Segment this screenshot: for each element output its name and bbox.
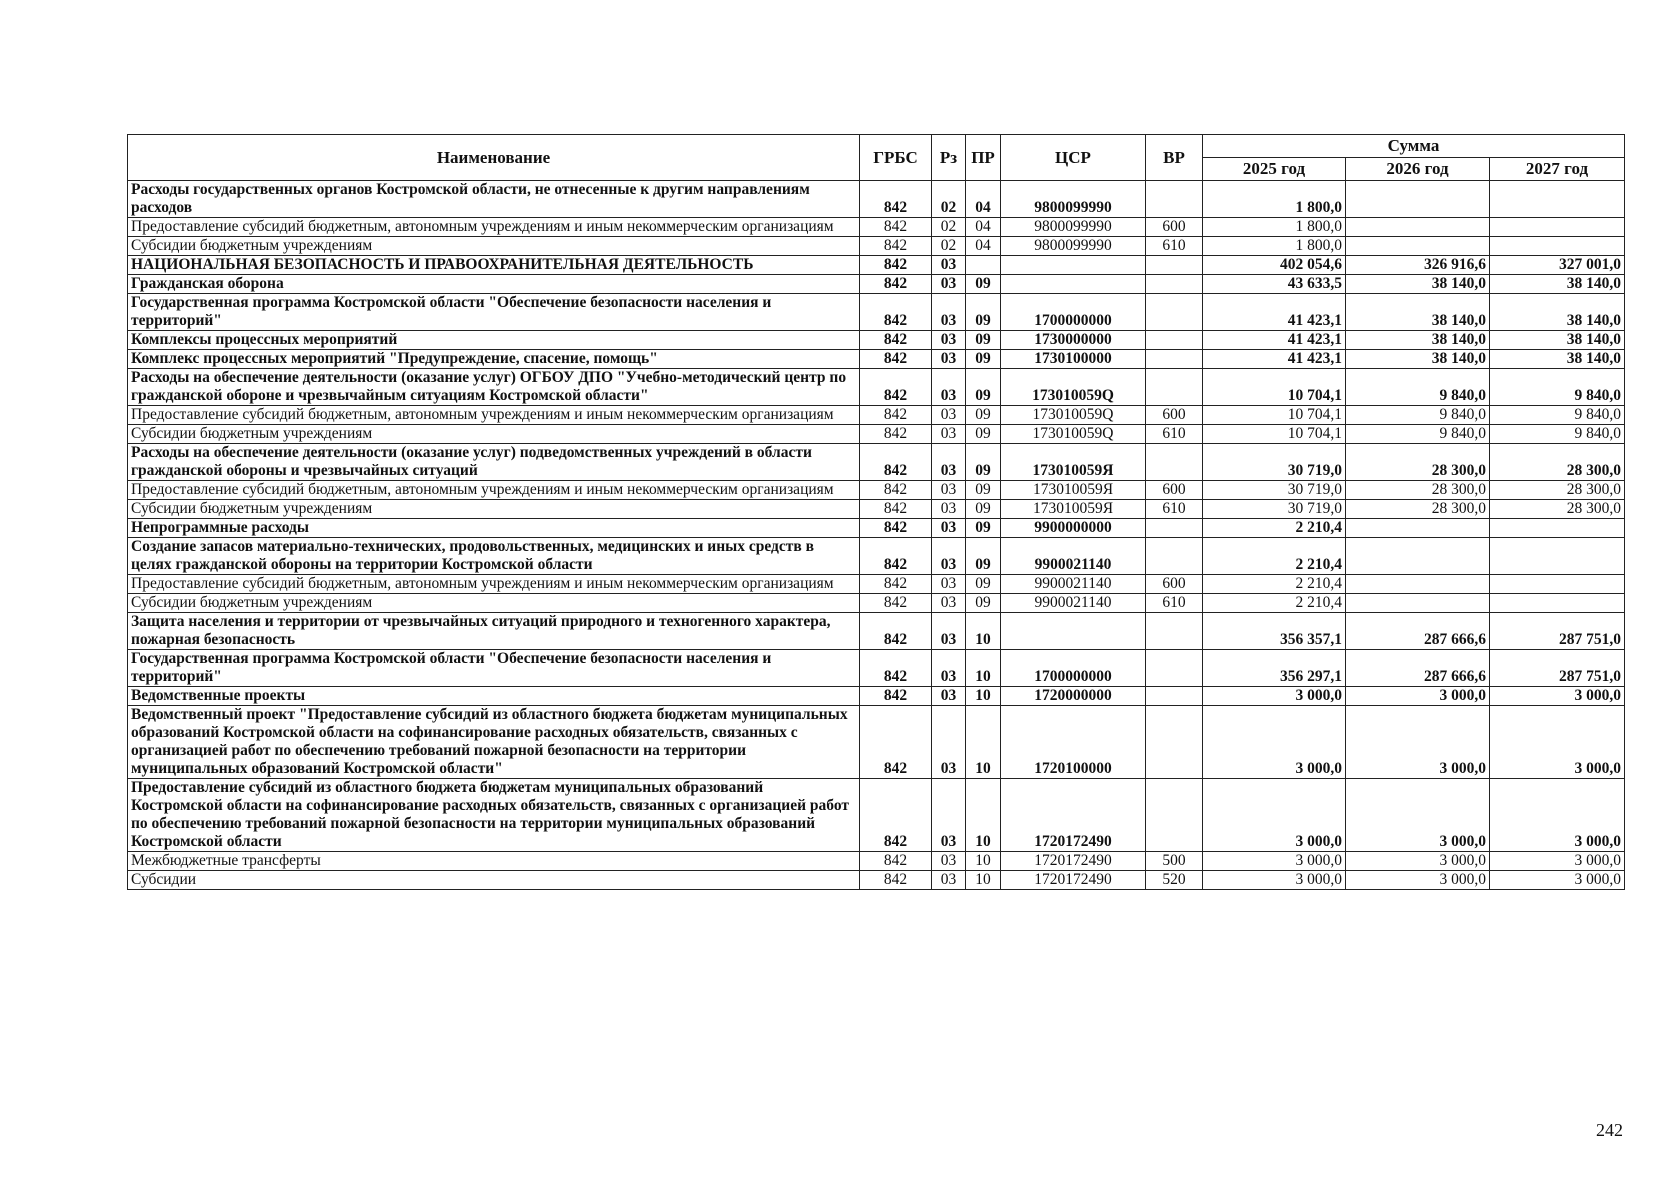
cell-rz: 03 bbox=[932, 406, 966, 425]
cell-grbs: 842 bbox=[860, 481, 932, 500]
cell-grbs: 842 bbox=[860, 538, 932, 575]
cell-csr: 9800099990 bbox=[1001, 181, 1146, 218]
cell-rz: 03 bbox=[932, 500, 966, 519]
cell-sum-2027 bbox=[1490, 218, 1625, 237]
cell-pr: 09 bbox=[966, 425, 1001, 444]
cell-grbs: 842 bbox=[860, 687, 932, 706]
header-rz: Рз bbox=[932, 135, 966, 181]
cell-pr: 09 bbox=[966, 350, 1001, 369]
cell-sum-2026 bbox=[1346, 519, 1490, 538]
cell-pr: 09 bbox=[966, 331, 1001, 350]
cell-sum-2027: 28 300,0 bbox=[1490, 444, 1625, 481]
cell-rz: 02 bbox=[932, 181, 966, 218]
cell-grbs: 842 bbox=[860, 650, 932, 687]
cell-name: Предоставление субсидий бюджетным, автономным учреждениям и иным некоммерческим организациям bbox=[128, 481, 860, 500]
cell-pr bbox=[966, 256, 1001, 275]
cell-pr: 09 bbox=[966, 500, 1001, 519]
cell-name: Межбюджетные трансферты bbox=[128, 852, 860, 871]
cell-name: Комплексы процессных мероприятий bbox=[128, 331, 860, 350]
cell-sum-2025: 43 633,5 bbox=[1203, 275, 1346, 294]
cell-csr: 9900000000 bbox=[1001, 519, 1146, 538]
cell-grbs: 842 bbox=[860, 444, 932, 481]
cell-sum-2025: 2 210,4 bbox=[1203, 538, 1346, 575]
cell-csr bbox=[1001, 275, 1146, 294]
cell-sum-2025: 10 704,1 bbox=[1203, 369, 1346, 406]
cell-csr: 1730000000 bbox=[1001, 331, 1146, 350]
cell-name: Субсидии bbox=[128, 871, 860, 890]
cell-sum-2026 bbox=[1346, 575, 1490, 594]
cell-sum-2027: 38 140,0 bbox=[1490, 331, 1625, 350]
header-name: Наименование bbox=[128, 135, 860, 181]
cell-csr: 173010059Я bbox=[1001, 500, 1146, 519]
cell-pr: 10 bbox=[966, 687, 1001, 706]
cell-csr: 173010059Q bbox=[1001, 406, 1146, 425]
cell-sum-2027: 38 140,0 bbox=[1490, 294, 1625, 331]
cell-sum-2025: 1 800,0 bbox=[1203, 181, 1346, 218]
cell-sum-2026 bbox=[1346, 237, 1490, 256]
cell-csr bbox=[1001, 256, 1146, 275]
cell-rz: 03 bbox=[932, 256, 966, 275]
cell-grbs: 842 bbox=[860, 275, 932, 294]
cell-name: Ведомственный проект "Предоставление субсидий из областного бюджета бюджетам муниципальных образований Костромской области на софинансирование расходных обязательств, связанных с организацией работ по обеспечению требований пожарной безопасности на территории муниципальных образований Костромской области" bbox=[128, 706, 860, 779]
cell-name: Создание запасов материально-технических, продовольственных, медицинских и иных средств в целях гражданской обороны на территории Костромской области bbox=[128, 538, 860, 575]
cell-vr bbox=[1146, 687, 1203, 706]
cell-grbs: 842 bbox=[860, 852, 932, 871]
cell-rz: 03 bbox=[932, 594, 966, 613]
cell-pr: 10 bbox=[966, 852, 1001, 871]
cell-pr: 10 bbox=[966, 779, 1001, 852]
cell-sum-2025: 30 719,0 bbox=[1203, 444, 1346, 481]
table-row bbox=[128, 706, 1625, 779]
table-row bbox=[128, 500, 1625, 519]
cell-rz: 03 bbox=[932, 369, 966, 406]
table-row bbox=[128, 594, 1625, 613]
cell-grbs: 842 bbox=[860, 294, 932, 331]
cell-csr: 1720172490 bbox=[1001, 852, 1146, 871]
cell-name: Предоставление субсидий бюджетным, автономным учреждениям и иным некоммерческим организациям bbox=[128, 218, 860, 237]
cell-vr: 600 bbox=[1146, 218, 1203, 237]
cell-vr bbox=[1146, 181, 1203, 218]
header-year-2025: 2025 год bbox=[1203, 158, 1346, 181]
cell-pr: 10 bbox=[966, 613, 1001, 650]
cell-rz: 03 bbox=[932, 650, 966, 687]
cell-grbs: 842 bbox=[860, 181, 932, 218]
cell-grbs: 842 bbox=[860, 425, 932, 444]
cell-rz: 03 bbox=[932, 444, 966, 481]
cell-vr bbox=[1146, 538, 1203, 575]
cell-vr: 600 bbox=[1146, 406, 1203, 425]
cell-sum-2027: 327 001,0 bbox=[1490, 256, 1625, 275]
cell-sum-2026: 28 300,0 bbox=[1346, 481, 1490, 500]
cell-sum-2026: 38 140,0 bbox=[1346, 294, 1490, 331]
cell-sum-2027 bbox=[1490, 237, 1625, 256]
cell-pr: 09 bbox=[966, 444, 1001, 481]
cell-sum-2026 bbox=[1346, 538, 1490, 575]
cell-grbs: 842 bbox=[860, 331, 932, 350]
cell-vr bbox=[1146, 275, 1203, 294]
cell-sum-2025: 1 800,0 bbox=[1203, 237, 1346, 256]
table-row bbox=[128, 256, 1625, 275]
cell-sum-2027: 3 000,0 bbox=[1490, 852, 1625, 871]
cell-pr: 10 bbox=[966, 650, 1001, 687]
cell-vr bbox=[1146, 369, 1203, 406]
cell-sum-2025: 3 000,0 bbox=[1203, 871, 1346, 890]
cell-csr: 1720100000 bbox=[1001, 706, 1146, 779]
cell-sum-2027 bbox=[1490, 181, 1625, 218]
cell-vr: 610 bbox=[1146, 500, 1203, 519]
cell-grbs: 842 bbox=[860, 779, 932, 852]
table-row bbox=[128, 481, 1625, 500]
table-row bbox=[128, 871, 1625, 890]
cell-csr: 173010059Q bbox=[1001, 369, 1146, 406]
cell-csr: 1700000000 bbox=[1001, 294, 1146, 331]
table-body bbox=[128, 181, 1625, 890]
cell-name: Предоставление субсидий бюджетным, автономным учреждениям и иным некоммерческим организациям bbox=[128, 406, 860, 425]
cell-vr bbox=[1146, 706, 1203, 779]
cell-sum-2025: 3 000,0 bbox=[1203, 852, 1346, 871]
cell-name: Расходы на обеспечение деятельности (оказание услуг) подведомственных учреждений в области гражданской обороны и чрезвычайных ситуаций bbox=[128, 444, 860, 481]
cell-vr bbox=[1146, 331, 1203, 350]
cell-vr bbox=[1146, 256, 1203, 275]
cell-name: Ведомственные проекты bbox=[128, 687, 860, 706]
cell-rz: 03 bbox=[932, 852, 966, 871]
cell-pr: 09 bbox=[966, 294, 1001, 331]
cell-pr: 04 bbox=[966, 181, 1001, 218]
cell-sum-2026: 326 916,6 bbox=[1346, 256, 1490, 275]
cell-sum-2026: 9 840,0 bbox=[1346, 425, 1490, 444]
cell-name: Субсидии бюджетным учреждениям bbox=[128, 425, 860, 444]
cell-rz: 03 bbox=[932, 331, 966, 350]
page-number: 242 bbox=[1596, 1120, 1623, 1140]
table-row bbox=[128, 852, 1625, 871]
cell-sum-2025: 41 423,1 bbox=[1203, 294, 1346, 331]
cell-rz: 03 bbox=[932, 481, 966, 500]
cell-vr: 500 bbox=[1146, 852, 1203, 871]
cell-csr: 1700000000 bbox=[1001, 650, 1146, 687]
cell-grbs: 842 bbox=[860, 237, 932, 256]
cell-name: Расходы государственных органов Костромской области, не отнесенные к другим направлениям расходов bbox=[128, 181, 860, 218]
cell-vr bbox=[1146, 779, 1203, 852]
cell-vr bbox=[1146, 613, 1203, 650]
cell-name: Защита населения и территории от чрезвычайных ситуаций природного и техногенного характера, пожарная безопасность bbox=[128, 613, 860, 650]
header-csr: ЦСР bbox=[1001, 135, 1146, 181]
cell-sum-2027: 28 300,0 bbox=[1490, 500, 1625, 519]
table-row bbox=[128, 538, 1625, 575]
cell-sum-2027: 3 000,0 bbox=[1490, 871, 1625, 890]
cell-sum-2025: 402 054,6 bbox=[1203, 256, 1346, 275]
cell-rz: 02 bbox=[932, 237, 966, 256]
cell-rz: 03 bbox=[932, 687, 966, 706]
cell-vr bbox=[1146, 444, 1203, 481]
cell-name: Субсидии бюджетным учреждениям bbox=[128, 500, 860, 519]
table-row bbox=[128, 444, 1625, 481]
header-year-2027: 2027 год bbox=[1490, 158, 1625, 181]
cell-name: Государственная программа Костромской области "Обеспечение безопасности населения и территорий" bbox=[128, 650, 860, 687]
cell-sum-2026: 287 666,6 bbox=[1346, 613, 1490, 650]
cell-grbs: 842 bbox=[860, 594, 932, 613]
cell-sum-2025: 3 000,0 bbox=[1203, 706, 1346, 779]
cell-csr bbox=[1001, 613, 1146, 650]
cell-sum-2025: 3 000,0 bbox=[1203, 779, 1346, 852]
cell-vr: 610 bbox=[1146, 594, 1203, 613]
cell-sum-2026: 28 300,0 bbox=[1346, 444, 1490, 481]
cell-sum-2027: 3 000,0 bbox=[1490, 706, 1625, 779]
cell-vr: 610 bbox=[1146, 425, 1203, 444]
cell-csr: 173010059Q bbox=[1001, 425, 1146, 444]
cell-sum-2026: 287 666,6 bbox=[1346, 650, 1490, 687]
cell-sum-2027: 38 140,0 bbox=[1490, 275, 1625, 294]
cell-csr: 1720172490 bbox=[1001, 871, 1146, 890]
table-row bbox=[128, 519, 1625, 538]
cell-rz: 03 bbox=[932, 706, 966, 779]
cell-grbs: 842 bbox=[860, 218, 932, 237]
cell-sum-2027: 287 751,0 bbox=[1490, 613, 1625, 650]
cell-rz: 02 bbox=[932, 218, 966, 237]
cell-sum-2027 bbox=[1490, 594, 1625, 613]
cell-rz: 03 bbox=[932, 519, 966, 538]
cell-rz: 03 bbox=[932, 538, 966, 575]
header-year-2026: 2026 год bbox=[1346, 158, 1490, 181]
cell-csr: 9900021140 bbox=[1001, 575, 1146, 594]
cell-sum-2025: 10 704,1 bbox=[1203, 406, 1346, 425]
cell-sum-2025: 2 210,4 bbox=[1203, 575, 1346, 594]
cell-grbs: 842 bbox=[860, 871, 932, 890]
table-row bbox=[128, 331, 1625, 350]
cell-grbs: 842 bbox=[860, 706, 932, 779]
table-row bbox=[128, 350, 1625, 369]
cell-grbs: 842 bbox=[860, 406, 932, 425]
cell-sum-2026 bbox=[1346, 181, 1490, 218]
cell-sum-2025: 2 210,4 bbox=[1203, 594, 1346, 613]
cell-pr: 09 bbox=[966, 369, 1001, 406]
table-row bbox=[128, 425, 1625, 444]
header-vr: ВР bbox=[1146, 135, 1203, 181]
cell-rz: 03 bbox=[932, 871, 966, 890]
cell-sum-2026: 3 000,0 bbox=[1346, 871, 1490, 890]
cell-sum-2025: 30 719,0 bbox=[1203, 500, 1346, 519]
cell-sum-2027 bbox=[1490, 519, 1625, 538]
cell-sum-2026 bbox=[1346, 594, 1490, 613]
cell-sum-2025: 10 704,1 bbox=[1203, 425, 1346, 444]
cell-csr: 9900021140 bbox=[1001, 538, 1146, 575]
cell-sum-2025: 356 357,1 bbox=[1203, 613, 1346, 650]
table-row bbox=[128, 687, 1625, 706]
cell-pr: 09 bbox=[966, 275, 1001, 294]
cell-sum-2026: 3 000,0 bbox=[1346, 706, 1490, 779]
cell-vr bbox=[1146, 650, 1203, 687]
cell-csr: 9800099990 bbox=[1001, 218, 1146, 237]
cell-pr: 09 bbox=[966, 519, 1001, 538]
cell-sum-2026: 3 000,0 bbox=[1346, 779, 1490, 852]
cell-sum-2026: 38 140,0 bbox=[1346, 275, 1490, 294]
cell-pr: 09 bbox=[966, 538, 1001, 575]
cell-pr: 09 bbox=[966, 406, 1001, 425]
cell-sum-2025: 41 423,1 bbox=[1203, 350, 1346, 369]
cell-name: Государственная программа Костромской области "Обеспечение безопасности населения и территорий" bbox=[128, 294, 860, 331]
cell-name: Предоставление субсидий из областного бюджета бюджетам муниципальных образований Костромской области на софинансирование расходных обязательств, связанных с организацией работ по обеспечению требований пожарной безопасности на территории муниципальных образований Костромской области bbox=[128, 779, 860, 852]
cell-name: Гражданская оборона bbox=[128, 275, 860, 294]
cell-sum-2027 bbox=[1490, 575, 1625, 594]
cell-rz: 03 bbox=[932, 275, 966, 294]
cell-sum-2027 bbox=[1490, 538, 1625, 575]
cell-rz: 03 bbox=[932, 294, 966, 331]
cell-sum-2027: 28 300,0 bbox=[1490, 481, 1625, 500]
header-sum: Сумма bbox=[1203, 135, 1625, 158]
cell-pr: 09 bbox=[966, 575, 1001, 594]
table-header bbox=[128, 135, 1625, 181]
cell-sum-2026: 3 000,0 bbox=[1346, 687, 1490, 706]
cell-sum-2027: 9 840,0 bbox=[1490, 369, 1625, 406]
table-row bbox=[128, 406, 1625, 425]
cell-sum-2027: 287 751,0 bbox=[1490, 650, 1625, 687]
cell-pr: 04 bbox=[966, 218, 1001, 237]
cell-vr: 600 bbox=[1146, 575, 1203, 594]
cell-pr: 09 bbox=[966, 481, 1001, 500]
header-pr: ПР bbox=[966, 135, 1001, 181]
table-row bbox=[128, 275, 1625, 294]
header-grbs: ГРБС bbox=[860, 135, 932, 181]
table-row bbox=[128, 369, 1625, 406]
cell-sum-2027: 38 140,0 bbox=[1490, 350, 1625, 369]
cell-sum-2026: 3 000,0 bbox=[1346, 852, 1490, 871]
table-row bbox=[128, 613, 1625, 650]
cell-rz: 03 bbox=[932, 425, 966, 444]
cell-grbs: 842 bbox=[860, 256, 932, 275]
cell-sum-2026: 38 140,0 bbox=[1346, 350, 1490, 369]
cell-sum-2025: 3 000,0 bbox=[1203, 687, 1346, 706]
cell-grbs: 842 bbox=[860, 500, 932, 519]
cell-name: Субсидии бюджетным учреждениям bbox=[128, 594, 860, 613]
cell-pr: 10 bbox=[966, 871, 1001, 890]
cell-vr bbox=[1146, 519, 1203, 538]
table-row bbox=[128, 181, 1625, 218]
cell-pr: 04 bbox=[966, 237, 1001, 256]
cell-sum-2026 bbox=[1346, 218, 1490, 237]
cell-name: Предоставление субсидий бюджетным, автономным учреждениям и иным некоммерческим организациям bbox=[128, 575, 860, 594]
cell-csr: 1730100000 bbox=[1001, 350, 1146, 369]
cell-rz: 03 bbox=[932, 613, 966, 650]
cell-sum-2026: 9 840,0 bbox=[1346, 406, 1490, 425]
cell-sum-2027: 3 000,0 bbox=[1490, 779, 1625, 852]
cell-name: НАЦИОНАЛЬНАЯ БЕЗОПАСНОСТЬ И ПРАВООХРАНИТЕЛЬНАЯ ДЕЯТЕЛЬНОСТЬ bbox=[128, 256, 860, 275]
cell-grbs: 842 bbox=[860, 369, 932, 406]
cell-csr: 173010059Я bbox=[1001, 444, 1146, 481]
table-row bbox=[128, 294, 1625, 331]
cell-rz: 03 bbox=[932, 350, 966, 369]
table-row bbox=[128, 237, 1625, 256]
cell-pr: 10 bbox=[966, 706, 1001, 779]
cell-sum-2026: 28 300,0 bbox=[1346, 500, 1490, 519]
cell-sum-2026: 9 840,0 bbox=[1346, 369, 1490, 406]
table-row bbox=[128, 650, 1625, 687]
cell-sum-2025: 30 719,0 bbox=[1203, 481, 1346, 500]
cell-sum-2025: 2 210,4 bbox=[1203, 519, 1346, 538]
budget-table bbox=[127, 134, 1625, 890]
cell-sum-2027: 3 000,0 bbox=[1490, 687, 1625, 706]
cell-name: Расходы на обеспечение деятельности (оказание услуг) ОГБОУ ДПО "Учебно-методический центр по гражданской обороне и чрезвычайным ситуациям Костромской области" bbox=[128, 369, 860, 406]
cell-csr: 9900021140 bbox=[1001, 594, 1146, 613]
cell-pr: 09 bbox=[966, 594, 1001, 613]
cell-name: Непрограммные расходы bbox=[128, 519, 860, 538]
cell-csr: 9800099990 bbox=[1001, 237, 1146, 256]
cell-sum-2026: 38 140,0 bbox=[1346, 331, 1490, 350]
cell-sum-2027: 9 840,0 bbox=[1490, 406, 1625, 425]
cell-vr: 520 bbox=[1146, 871, 1203, 890]
cell-rz: 03 bbox=[932, 779, 966, 852]
cell-grbs: 842 bbox=[860, 350, 932, 369]
cell-vr: 600 bbox=[1146, 481, 1203, 500]
cell-csr: 1720172490 bbox=[1001, 779, 1146, 852]
cell-sum-2025: 356 297,1 bbox=[1203, 650, 1346, 687]
cell-name: Субсидии бюджетным учреждениям bbox=[128, 237, 860, 256]
cell-vr bbox=[1146, 294, 1203, 331]
table-row bbox=[128, 575, 1625, 594]
cell-rz: 03 bbox=[932, 575, 966, 594]
table-row bbox=[128, 779, 1625, 852]
cell-vr: 610 bbox=[1146, 237, 1203, 256]
cell-grbs: 842 bbox=[860, 575, 932, 594]
cell-csr: 173010059Я bbox=[1001, 481, 1146, 500]
cell-sum-2027: 9 840,0 bbox=[1490, 425, 1625, 444]
cell-name: Комплекс процессных мероприятий "Предупреждение, спасение, помощь" bbox=[128, 350, 860, 369]
cell-vr bbox=[1146, 350, 1203, 369]
cell-grbs: 842 bbox=[860, 519, 932, 538]
cell-sum-2025: 41 423,1 bbox=[1203, 331, 1346, 350]
cell-sum-2025: 1 800,0 bbox=[1203, 218, 1346, 237]
cell-grbs: 842 bbox=[860, 613, 932, 650]
table-row bbox=[128, 218, 1625, 237]
cell-csr: 1720000000 bbox=[1001, 687, 1146, 706]
